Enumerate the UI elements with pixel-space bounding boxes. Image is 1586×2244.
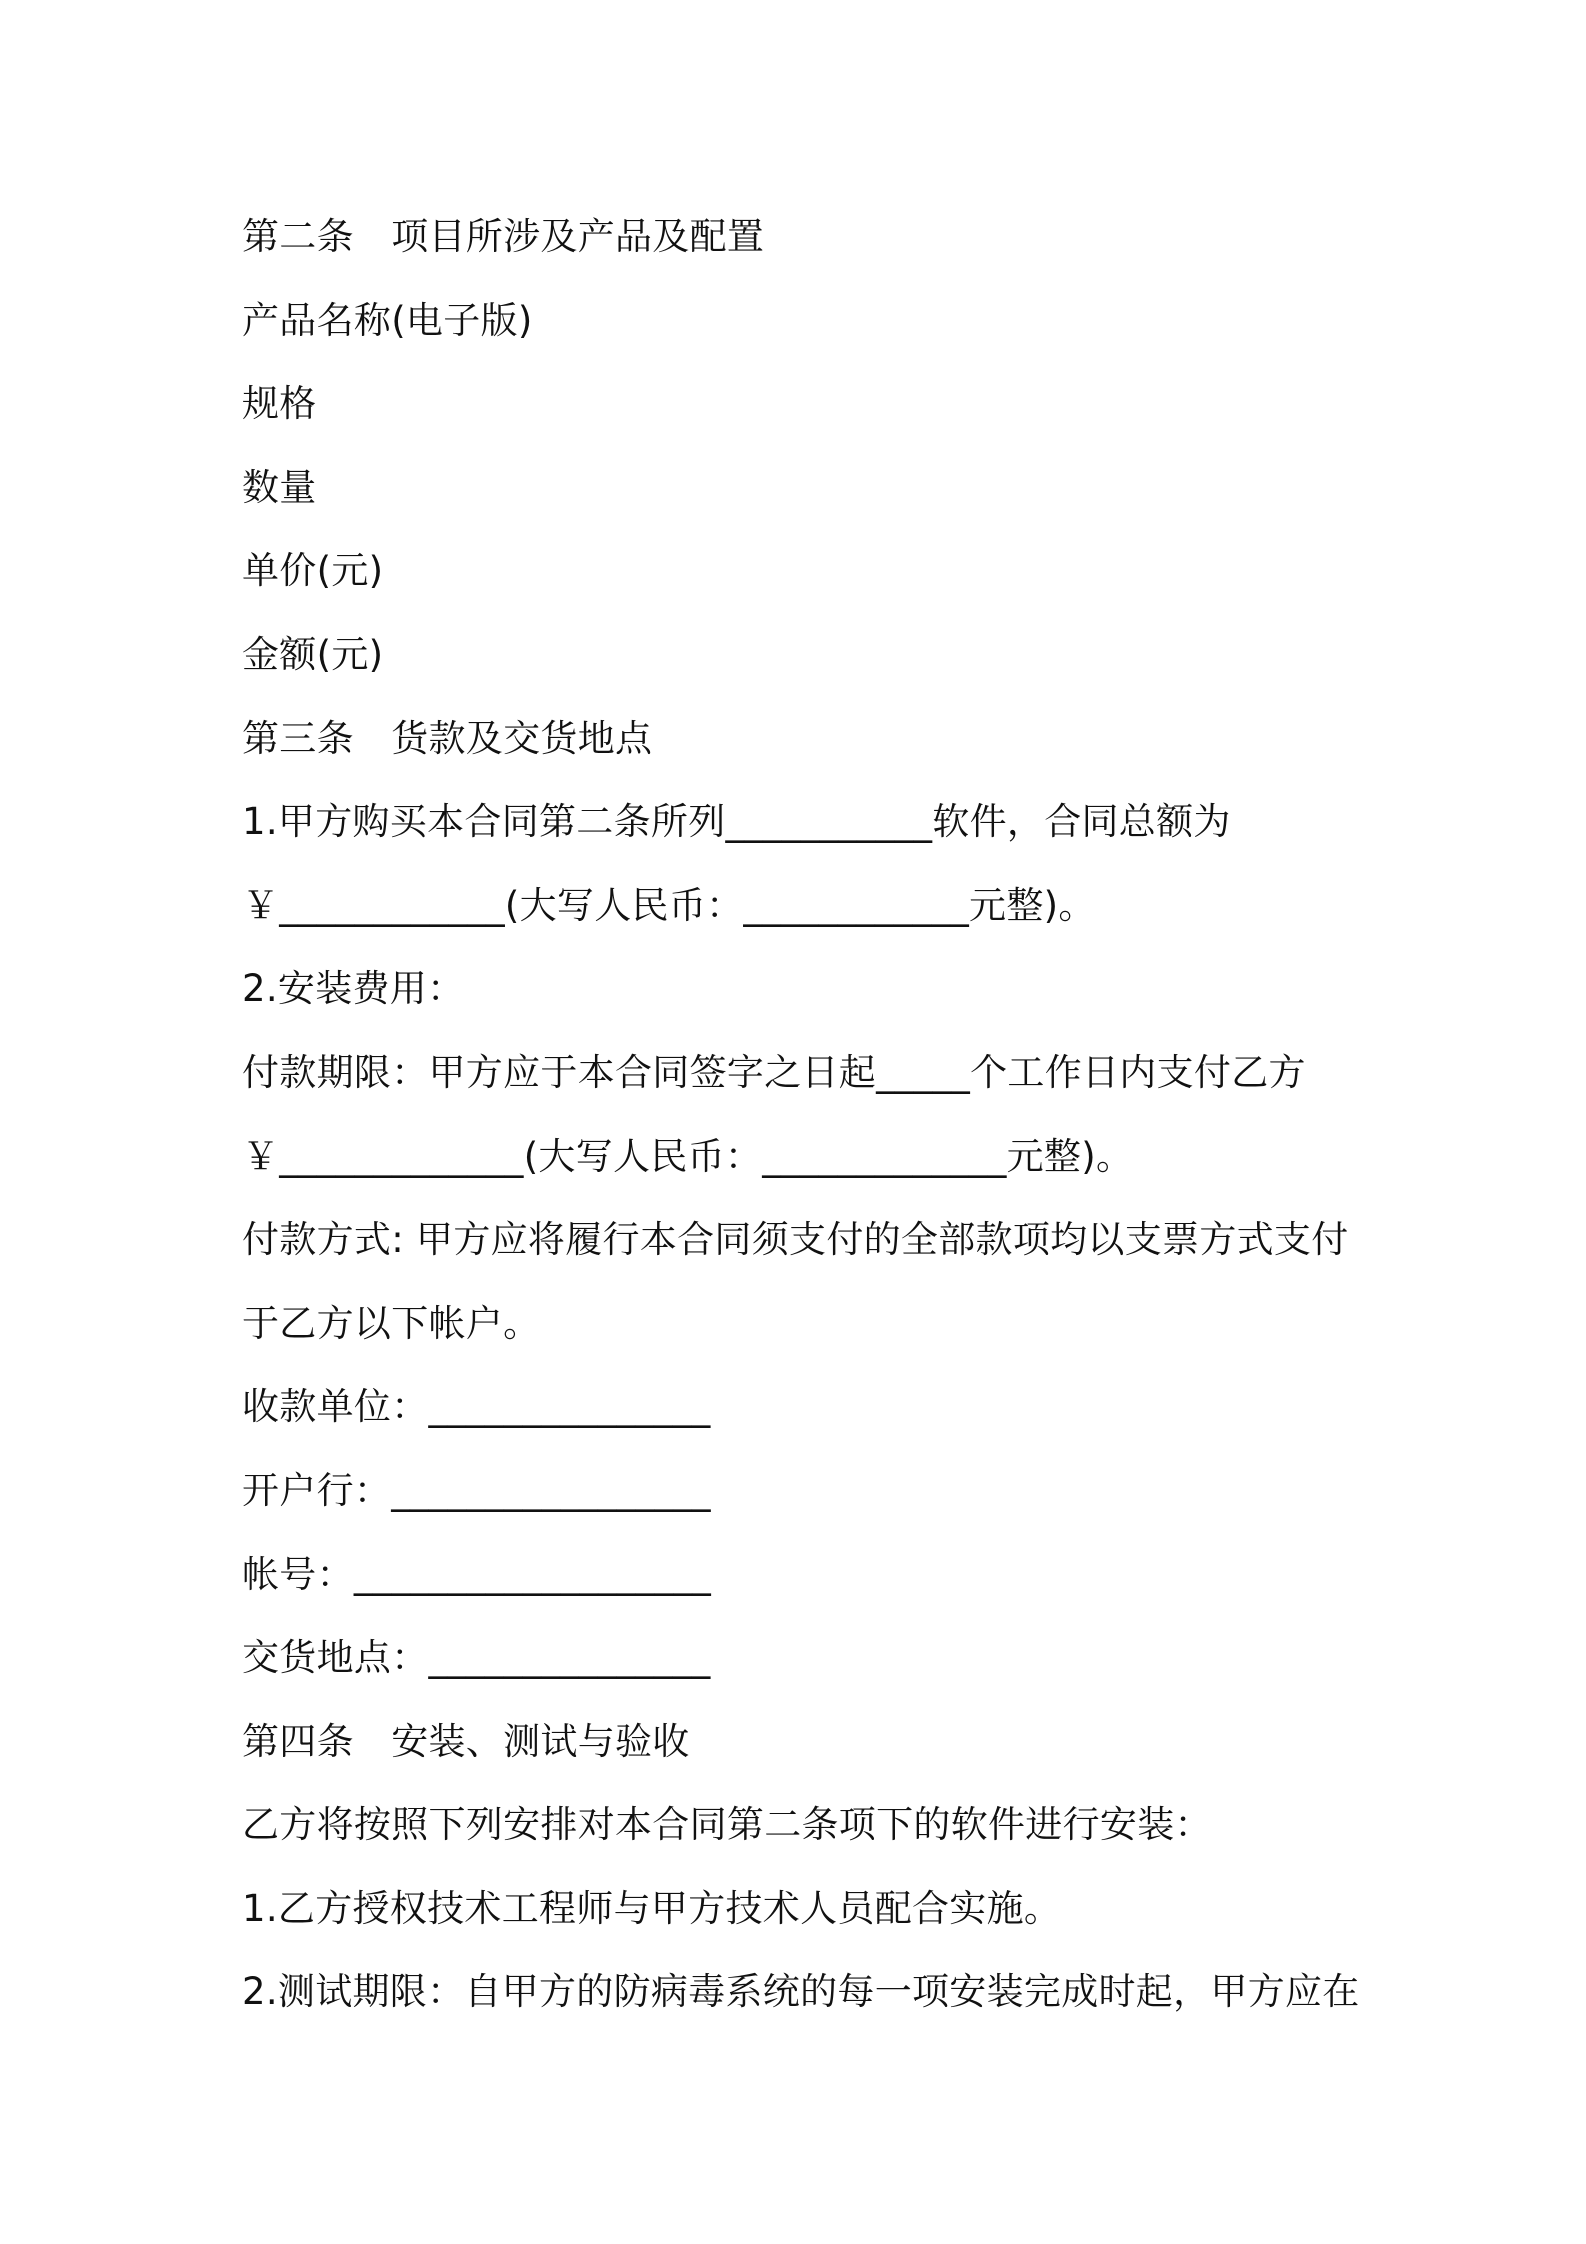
article-3-heading: 第三条 货款及交货地点 [242, 716, 653, 760]
spec-label: 规格 [242, 382, 317, 426]
bank-field: 开户行：_________________ [242, 1468, 711, 1512]
payment-method-line-1: 付款方式: 甲方应将履行本合同须支付的全部款项均以支票方式支付 [242, 1218, 1349, 1262]
article-4-heading: 第四条 安装、测试与验收 [242, 1719, 690, 1763]
product-name-label: 产品名称(电子版) [242, 298, 533, 342]
article-2-heading: 第二条 项目所涉及产品及配置 [242, 215, 765, 258]
clause-4-2: 2.测试期限：自甲方的防病毒系统的每一项安装完成时起，甲方应在 [242, 1970, 1360, 2014]
clause-4-1: 1.乙方授权技术工程师与甲方技术人员配合实施。 [242, 1886, 1062, 1930]
payment-method-line-2: 于乙方以下帐户。 [242, 1301, 541, 1345]
account-field: 帐号：___________________ [242, 1552, 712, 1596]
clause-3-2-heading: 2.安装费用： [242, 967, 465, 1011]
contract-text [242, 195, 1362, 2034]
payment-term-line-2: ￥_____________(大写人民币：_____________元整)。 [242, 1134, 1134, 1178]
quantity-label: 数量 [242, 465, 317, 509]
payment-term-line-1: 付款期限：甲方应于本合同签字之日起_____个工作日内支付乙方 [242, 1050, 1306, 1094]
clause-3-1-line-2: ￥____________(大写人民币：____________元整)。 [242, 883, 1096, 927]
unit-price-label: 单价(元) [242, 549, 384, 593]
installation-intro: 乙方将按照下列安排对本合同第二条项下的软件进行安装： [242, 1803, 1212, 1847]
delivery-location-field: 交货地点：_______________ [242, 1636, 711, 1680]
amount-label: 金额(元) [242, 632, 384, 676]
clause-3-1-line-1: 1.甲方购买本合同第二条所列___________软件，合同总额为 [242, 800, 1231, 844]
payee-field: 收款单位：_______________ [242, 1385, 711, 1429]
